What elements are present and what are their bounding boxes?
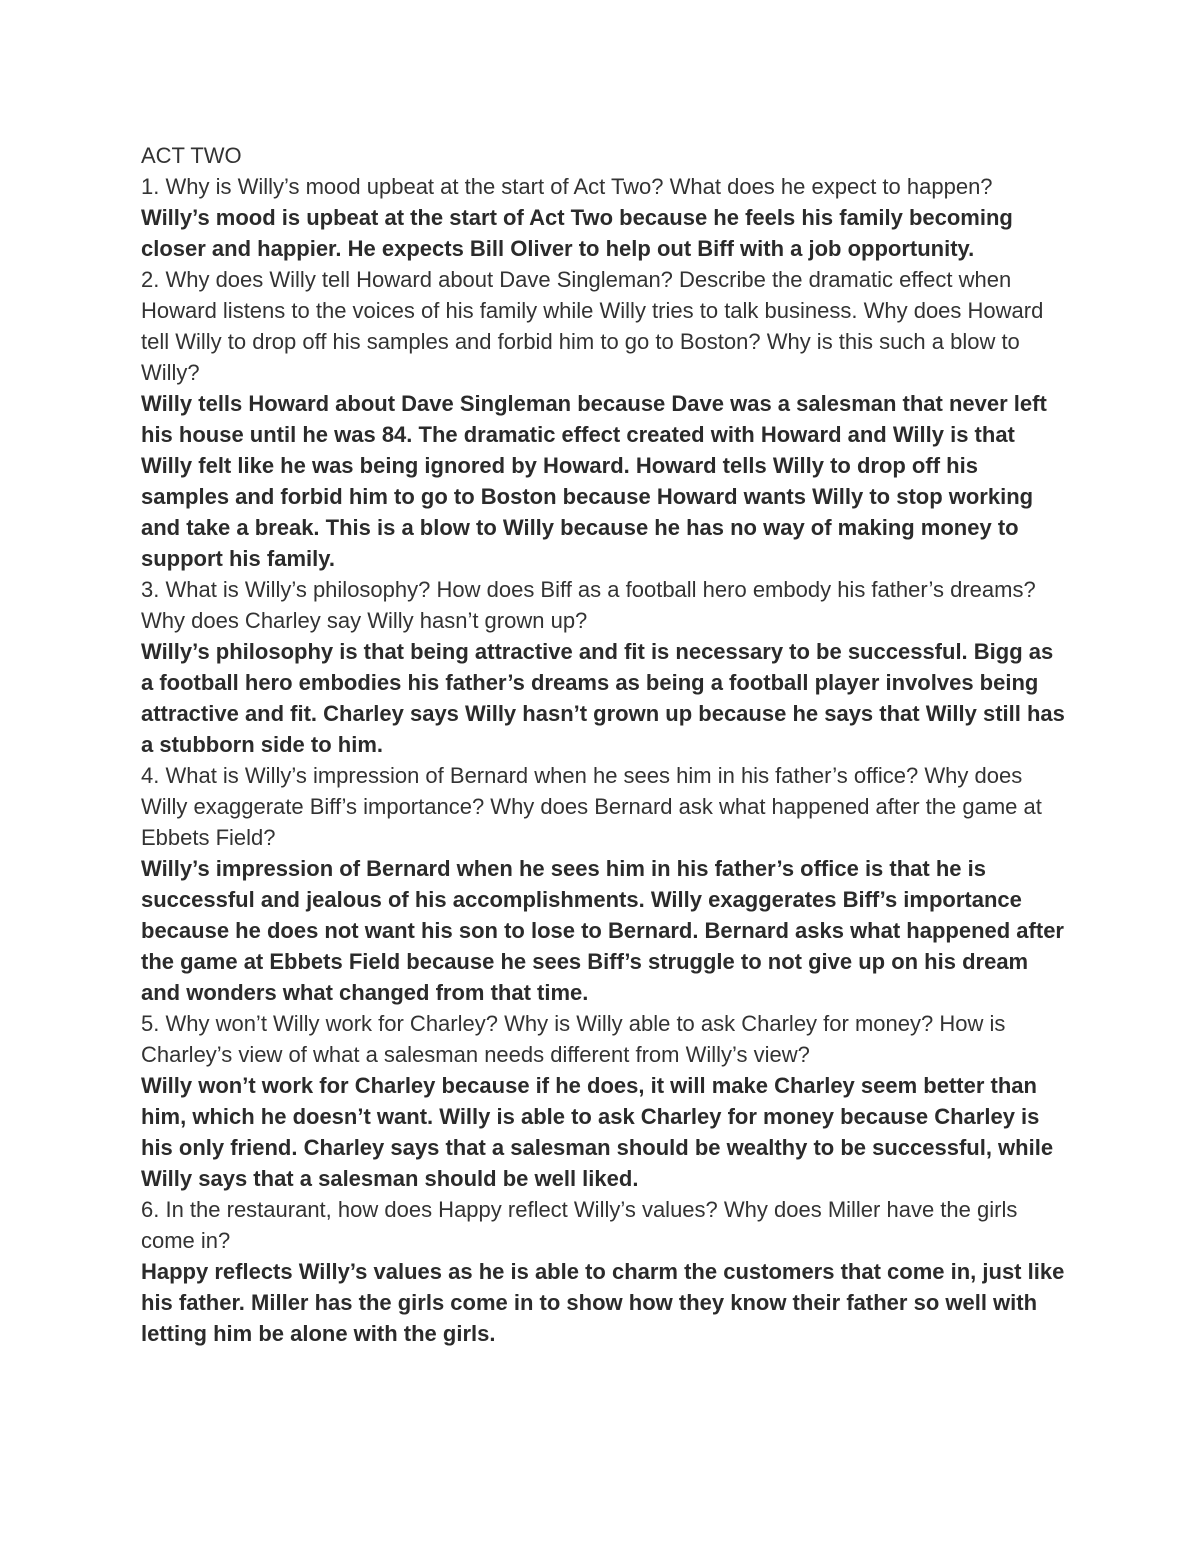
answer-3: Willy’s philosophy is that being attractive and fit is necessary to be successful. Bigg as a football hero embodies his father’s dreams as being a football player involves being attractive and fit. Charley says Willy hasn’t grown up because he says that Willy still has a stubborn side to him. — [141, 639, 1065, 757]
qa-item-3 — [141, 574, 1066, 760]
qa-item-6 — [141, 1194, 1066, 1349]
answer-6: Happy reflects Willy’s values as he is able to charm the customers that come in, just like his father. Miller has the girls come in to show how they know their father so well with letting him be alone with the girls. — [141, 1259, 1065, 1346]
document-page — [141, 140, 1066, 1349]
answer-4: Willy’s impression of Bernard when he sees him in his father’s office is that he is successful and jealous of his accomplishments. Willy exaggerates Biff’s importance because he does not want his son to lose to Bernard. Bernard asks what happened after the game at Ebbets Field because he sees Biff’s struggle to not give up on his dream and wonders what changed from that time. — [141, 856, 1064, 1005]
question-1: 1. Why is Willy’s mood upbeat at the start of Act Two? What does he expect to happen? — [141, 174, 993, 199]
question-4: 4. What is Willy’s impression of Bernard when he sees him in his father’s office? Why does Willy exaggerate Biff’s importance? Why does Bernard ask what happened after the game at Ebbets Field? — [141, 763, 1042, 850]
qa-item-4 — [141, 760, 1066, 1008]
answer-1: Willy’s mood is upbeat at the start of Act Two because he feels his family becoming closer and happier. He expects Bill Oliver to help out Biff with a job opportunity. — [141, 205, 1013, 261]
document-title: ACT TWO — [141, 143, 242, 168]
answer-2: Willy tells Howard about Dave Singleman because Dave was a salesman that never left his house until he was 84. The dramatic effect created with Howard and Willy is that Willy felt like he was being ignored by Howard. Howard tells Willy to drop off his samples and forbid him to go to Boston because Howard wants Willy to stop working and take a break. This is a blow to Willy because he has no way of making money to support his family. — [141, 391, 1047, 571]
question-3: 3. What is Willy’s philosophy? How does Biff as a football hero embody his father’s dreams? Why does Charley say Willy hasn’t grown up? — [141, 577, 1036, 633]
question-5: 5. Why won’t Willy work for Charley? Why is Willy able to ask Charley for money? How is Charley’s view of what a salesman needs different from Willy’s view? — [141, 1011, 1006, 1067]
qa-item-2 — [141, 264, 1066, 574]
question-6: 6. In the restaurant, how does Happy reflect Willy’s values? Why does Miller have the girls come in? — [141, 1197, 1018, 1253]
answer-5: Willy won’t work for Charley because if he does, it will make Charley seem better than him, which he doesn’t want. Willy is able to ask Charley for money because Charley is his only friend. Charley says that a salesman should be wealthy to be successful, while Willy says that a salesman should be well liked. — [141, 1073, 1054, 1191]
question-2: 2. Why does Willy tell Howard about Dave Singleman? Describe the dramatic effect when Howard listens to the voices of his family while Willy tries to talk business. Why does Howard tell Willy to drop off his samples and forbid him to go to Boston? Why is this such a blow to Willy? — [141, 267, 1044, 385]
qa-item-5 — [141, 1008, 1066, 1194]
qa-item-1 — [141, 171, 1066, 264]
